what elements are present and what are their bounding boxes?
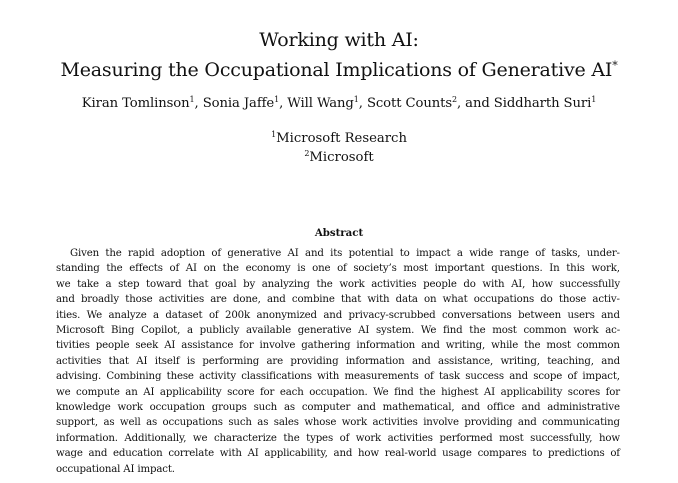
abstract-word: of	[339, 432, 350, 444]
abstract-line	[56, 369, 620, 384]
abstract-word: to	[532, 448, 543, 460]
abstract-word: one	[312, 263, 331, 275]
abstract-word: its	[330, 248, 343, 259]
abstract-word: AI	[164, 340, 176, 352]
abstract-word: a	[456, 248, 463, 259]
abstract-word: scores	[567, 386, 601, 398]
abstract-word: step	[118, 278, 140, 290]
abstract-word: for	[605, 386, 620, 398]
abstract-word: we	[56, 278, 71, 290]
abstract-word: that	[188, 278, 209, 290]
abstract-word: the	[524, 340, 541, 352]
abstract-word: AI	[287, 248, 299, 259]
abstract-word: and	[509, 371, 528, 383]
affiliation-mark: 2	[304, 149, 310, 158]
abstract-word: AI	[136, 355, 148, 367]
abstract-word: correlate	[168, 448, 215, 460]
abstract-word: users	[567, 309, 595, 321]
abstract-word: In	[549, 263, 560, 275]
abstract-word: and	[266, 294, 286, 306]
abstract-word: AI	[143, 386, 155, 398]
abstract-line	[56, 462, 620, 477]
abstract-word: goal	[215, 278, 237, 290]
abstract-word: impact	[416, 248, 451, 259]
abstract-word: applicability	[500, 386, 563, 398]
abstract-word: involve	[259, 340, 296, 352]
abstract-word: range	[499, 248, 529, 259]
abstract-word: assistance,	[438, 355, 494, 367]
abstract-word: take	[77, 278, 99, 290]
abstract-word: generative	[297, 325, 352, 337]
title-footnote-mark: *	[612, 59, 618, 72]
abstract-word: and	[357, 402, 376, 414]
abstract-line	[56, 400, 620, 415]
abstract-word: Microsoft	[56, 325, 105, 337]
abstract-word: education	[112, 448, 163, 460]
abstract-word: society’s	[353, 263, 397, 275]
abstract-word: score	[227, 386, 255, 398]
abstract-word: teaching,	[547, 355, 594, 367]
abstract-word: done,	[233, 294, 261, 306]
abstract-line	[56, 431, 620, 446]
abstract-word: as	[146, 417, 158, 429]
abstract-word: how	[531, 278, 553, 290]
abstract-word: measurements	[344, 371, 419, 383]
author-separator: ,	[194, 96, 203, 111]
abstract-word: We	[420, 325, 437, 337]
abstract-word: activities	[158, 294, 205, 306]
abstract-word: activities	[372, 417, 418, 429]
abstract-word: and	[56, 294, 75, 306]
abstract-line	[56, 246, 620, 261]
abstract-word: and	[601, 355, 620, 367]
abstract-word: most	[499, 432, 524, 444]
abstract-word: itself	[154, 355, 180, 367]
abstract-word: administrative	[547, 402, 620, 414]
abstract-word: are	[210, 294, 227, 306]
abstract-word: combine	[291, 294, 335, 306]
abstract-line	[56, 338, 620, 353]
abstract-word: we	[56, 386, 71, 398]
abstract-word: performed	[439, 432, 493, 444]
author-affiliation-mark: 1	[591, 95, 597, 104]
abstract-word: support,	[56, 417, 98, 429]
abstract-word: on	[424, 294, 437, 306]
abstract-word: as	[283, 402, 295, 414]
abstract-line	[56, 415, 620, 430]
abstract-body	[56, 246, 620, 477]
abstract-word: seek	[135, 340, 159, 352]
abstract-word: the	[469, 325, 486, 337]
author-affiliation-mark: 2	[452, 95, 457, 104]
abstract-word: find	[394, 386, 414, 398]
abstract-word: with	[219, 448, 242, 460]
abstract-word: potential	[348, 248, 394, 259]
abstract-word: is	[186, 355, 196, 367]
abstract-word: a	[186, 325, 193, 337]
abstract-word: office	[486, 402, 515, 414]
affiliation-name: Microsoft	[309, 150, 374, 165]
abstract-heading: Abstract	[314, 227, 364, 239]
abstract-line	[56, 446, 620, 461]
abstract-word: of	[211, 248, 222, 259]
abstract-word: what	[442, 294, 468, 306]
abstract-word: the	[316, 278, 333, 290]
abstract-word: usage	[442, 448, 472, 460]
author-list	[0, 94, 678, 114]
abstract-word: successfully	[559, 278, 620, 290]
abstract-word: impact.	[137, 463, 175, 475]
abstract-word: and	[323, 309, 343, 321]
abstract-word: performing	[202, 355, 260, 367]
abstract-line	[56, 354, 620, 369]
author-affiliation-mark: 1	[274, 95, 280, 104]
abstract-word: most	[546, 340, 571, 352]
affiliation-name: Microsoft Research	[276, 131, 407, 146]
author-name: Scott Counts	[366, 96, 452, 111]
abstract-word: knowledge	[56, 402, 111, 414]
abstract-word: a	[105, 278, 112, 290]
abstract-word: with	[317, 371, 340, 383]
abstract-word: people	[95, 340, 130, 352]
abstract-word: of	[424, 371, 434, 383]
abstract-word: compute	[76, 386, 120, 398]
abstract-line	[56, 323, 620, 338]
abstract-word: advising.	[56, 371, 102, 383]
paper-title-line-1: Working with AI:	[259, 29, 419, 51]
abstract-word: mathematical,	[382, 402, 455, 414]
abstract-word: involve	[423, 417, 459, 429]
abstract-word: such	[253, 402, 278, 414]
abstract-word: for	[259, 386, 275, 398]
abstract-word: under-	[586, 248, 620, 259]
abstract-word: a	[153, 309, 159, 321]
author-name: Will Wang	[287, 96, 354, 111]
abstract-word: information	[345, 355, 405, 367]
abstract-word: applicability,	[264, 448, 328, 460]
abstract-word: each	[279, 386, 304, 398]
abstract-word: adoption	[160, 248, 206, 259]
abstract-word: and	[411, 355, 431, 367]
abstract-word: on	[203, 263, 216, 275]
abstract-word: common	[576, 340, 620, 352]
abstract-word: occupational	[56, 463, 121, 475]
abstract-word: those	[125, 294, 153, 306]
abstract-line	[56, 261, 620, 276]
paper-title-line-2	[0, 56, 678, 84]
abstract-word: analyzing	[261, 278, 310, 290]
abstract-word: task	[438, 371, 460, 383]
abstract-word: and	[333, 448, 353, 460]
abstract-word: work	[573, 325, 599, 337]
abstract-word: occupations	[162, 417, 223, 429]
abstract-word: scope	[533, 371, 563, 383]
abstract-word: the	[419, 386, 436, 398]
abstract-word: and	[421, 340, 440, 352]
abstract-word: common	[523, 325, 567, 337]
abstract-word: as	[257, 417, 269, 429]
abstract-word: most	[492, 325, 517, 337]
abstract-word: do	[463, 278, 476, 290]
abstract-word: while	[491, 340, 519, 352]
abstract-word: analyze	[108, 309, 147, 321]
abstract-word: communicating	[542, 417, 620, 429]
abstract-word: with	[482, 278, 505, 290]
abstract-word: impact,	[582, 371, 620, 383]
abstract-word: questions.	[491, 263, 543, 275]
abstract-word: activity	[199, 371, 236, 383]
abstract-word: work,	[591, 263, 620, 275]
abstract-word: of	[567, 371, 578, 383]
abstract-word: groups	[211, 402, 247, 414]
abstract-word: wide	[469, 248, 494, 259]
abstract-line	[56, 292, 620, 307]
abstract-word: activities	[56, 355, 102, 367]
abstract-word: find	[443, 325, 463, 337]
abstract-word: most	[403, 263, 428, 275]
abstract-word: data	[395, 294, 418, 306]
abstract-word: occupation.	[309, 386, 368, 398]
abstract-word: types	[306, 432, 334, 444]
abstract-word: 200k	[225, 309, 251, 321]
abstract-word: and	[461, 402, 481, 414]
abstract-word: and	[88, 448, 108, 460]
abstract-word: system.	[375, 325, 415, 337]
abstract-word: to	[399, 248, 410, 259]
abstract-word: we	[192, 432, 208, 444]
abstract-word: Copilot,	[140, 325, 181, 337]
abstract-word: activities	[371, 278, 417, 290]
abstract-word: success	[465, 371, 504, 383]
abstract-word: successfully,	[530, 432, 593, 444]
paper-title-text: Measuring the Occupational Implications of Generative AI	[60, 59, 613, 81]
abstract-word: how	[357, 448, 379, 460]
abstract-word: AI,	[511, 278, 526, 290]
abstract-word: ac-	[605, 325, 620, 337]
abstract-word: of	[337, 263, 347, 275]
abstract-word: tasks,	[551, 248, 581, 259]
affiliation-mark: 1	[271, 130, 277, 139]
abstract-word: real-world	[384, 448, 437, 460]
abstract-word: and	[601, 309, 620, 321]
abstract-word: important	[434, 263, 485, 275]
abstract-word: activities	[387, 432, 433, 444]
affiliation-2	[0, 148, 678, 168]
author-separator: ,	[279, 96, 288, 111]
author-separator: , and	[457, 96, 494, 111]
abstract-line	[56, 308, 620, 323]
abstract-word: privacy-scrubbed	[348, 309, 436, 321]
abstract-word: between	[518, 309, 562, 321]
abstract-word: how	[598, 432, 620, 444]
abstract-word: writing,	[500, 355, 540, 367]
abstract-word: well	[119, 417, 141, 429]
abstract-line	[56, 385, 620, 400]
abstract-word: compares	[477, 448, 527, 460]
author-affiliation-mark: 1	[353, 95, 359, 104]
abstract-word: the	[106, 263, 123, 275]
abstract-word: providing	[464, 417, 513, 429]
abstract-word: anonymized	[256, 309, 317, 321]
abstract-word: We	[86, 309, 103, 321]
abstract-word: work	[355, 432, 382, 444]
abstract-word: classifications	[241, 371, 312, 383]
abstract-word: generative	[227, 248, 282, 259]
abstract-word: of	[208, 309, 219, 321]
abstract-word: with	[367, 294, 390, 306]
abstract-word: the	[222, 263, 239, 275]
abstract-word: and	[521, 402, 541, 414]
abstract-word: economy	[245, 263, 291, 275]
abstract-word: AI	[483, 386, 495, 398]
abstract-word: standing	[56, 263, 100, 275]
abstract-word: this	[566, 263, 585, 275]
abstract-word: these	[166, 371, 194, 383]
abstract-word: gathering	[301, 340, 351, 352]
abstract-word: the	[283, 432, 300, 444]
abstract-word: toward	[146, 278, 182, 290]
author-affiliation-mark: 1	[189, 95, 195, 104]
abstract-word: conversations	[441, 309, 512, 321]
abstract-word: effects	[129, 263, 163, 275]
abstract-word: for	[239, 340, 254, 352]
abstract-word: wage	[56, 448, 83, 460]
abstract-word: information.	[56, 432, 118, 444]
abstract-word: AI	[185, 263, 197, 275]
abstract-word: that	[340, 294, 362, 306]
abstract-word: Combining	[106, 371, 162, 383]
abstract-word: of	[610, 448, 620, 460]
abstract-word: do	[540, 294, 553, 306]
affiliation-1	[0, 129, 678, 149]
abstract-word: work	[117, 402, 143, 414]
abstract-word: activ-	[592, 294, 620, 306]
abstract-word: Additionally,	[124, 432, 187, 444]
abstract-word: of	[169, 263, 180, 275]
abstract-word: by	[243, 278, 256, 290]
abstract-word: and	[305, 248, 324, 259]
abstract-word: rapid	[128, 248, 155, 259]
abstract-word: work	[339, 278, 365, 290]
abstract-word: AI	[358, 325, 370, 337]
abstract-word: occupation	[149, 402, 205, 414]
abstract-word: publicly	[199, 325, 240, 337]
abstract-word: ities.	[56, 309, 81, 321]
abstract-word: highest	[441, 386, 479, 398]
abstract-word: whose	[304, 417, 337, 429]
abstract-word: Bing	[111, 325, 135, 337]
abstract-word: dataset	[165, 309, 203, 321]
abstract-word: tivities	[56, 340, 90, 352]
abstract-word: that	[108, 355, 129, 367]
abstract-word: sales	[273, 417, 299, 429]
abstract-word: characterize	[213, 432, 277, 444]
abstract-line	[56, 277, 620, 292]
abstract-word: AI	[247, 448, 259, 460]
abstract-word: predictions	[548, 448, 605, 460]
abstract-word: as	[103, 417, 115, 429]
abstract-word: computer	[301, 402, 351, 414]
abstract-word: occupations	[473, 294, 535, 306]
abstract-word: an	[125, 386, 138, 398]
abstract-word: the	[105, 248, 122, 259]
abstract-word: assistance	[181, 340, 234, 352]
abstract-word: AI	[123, 463, 135, 475]
abstract-word: is	[297, 263, 306, 275]
author-name: Siddharth Suri	[493, 96, 592, 111]
author-name: Kiran Tomlinson	[81, 96, 190, 111]
abstract-word: information	[356, 340, 416, 352]
author-separator: ,	[358, 96, 367, 111]
abstract-word: people	[423, 278, 457, 290]
abstract-word: applicability	[159, 386, 222, 398]
abstract-word: available	[246, 325, 291, 337]
abstract-word: writing,	[445, 340, 486, 352]
author-name: Sonia Jaffe	[202, 96, 275, 111]
abstract-word: those	[558, 294, 587, 306]
abstract-word: and	[517, 417, 537, 429]
abstract-word: work	[341, 417, 367, 429]
abstract-word: We	[373, 386, 389, 398]
abstract-word: broadly	[80, 294, 120, 306]
abstract-word: such	[228, 417, 252, 429]
abstract-word: of	[535, 248, 545, 259]
abstract-word: Given	[70, 248, 99, 259]
abstract-word: are	[266, 355, 284, 367]
abstract-word: providing	[290, 355, 339, 367]
